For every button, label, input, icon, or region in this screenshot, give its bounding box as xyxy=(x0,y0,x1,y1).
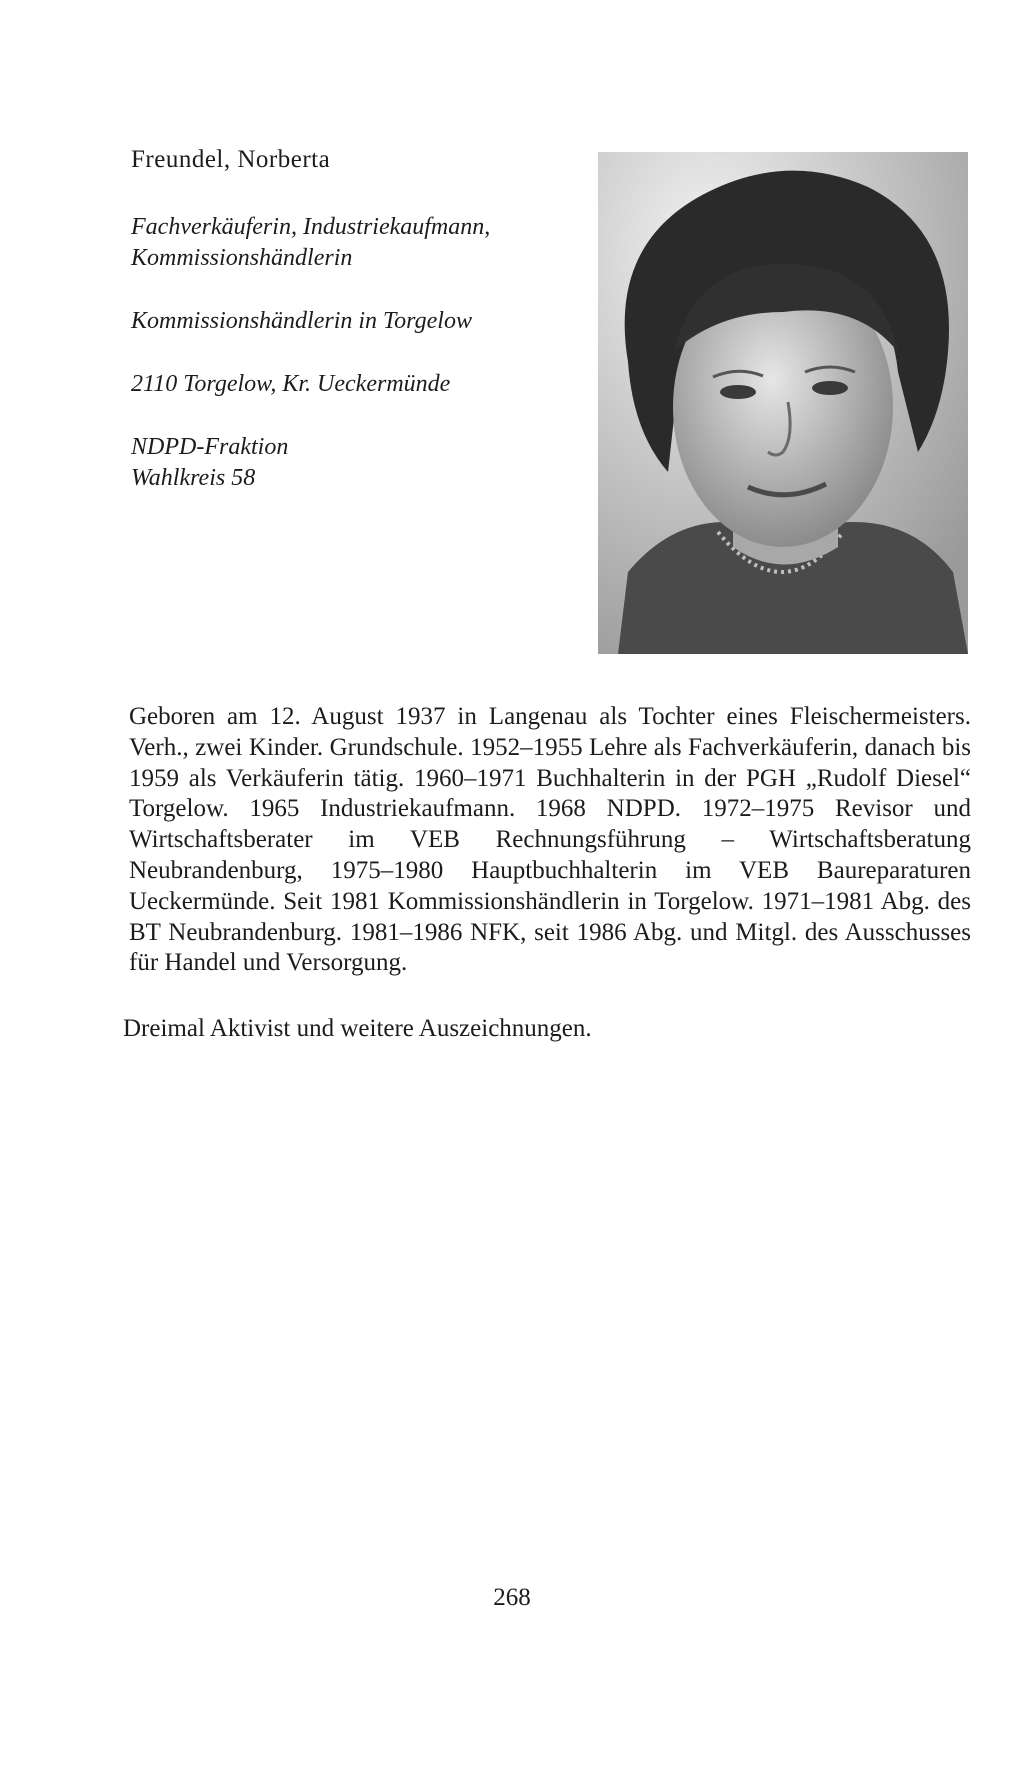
portrait-photo-icon xyxy=(598,152,968,654)
profession-line: Fachverkäuferin, Industriekaufmann, xyxy=(131,214,491,240)
current-position xyxy=(131,306,571,337)
profession-line: Kommissionshändlerin xyxy=(131,245,353,271)
address xyxy=(131,369,571,400)
party-info xyxy=(131,432,571,494)
electoral-district: Wahlkreis 58 xyxy=(131,465,256,491)
awards: Dreimal Aktivist und weitere Auszeichnungen. xyxy=(123,1015,592,1042)
page-number: 268 xyxy=(493,1584,531,1611)
entry-name: Freundel, Norberta xyxy=(131,146,331,173)
address-line: 2110 Torgelow, Kr. Ueckermünde xyxy=(131,371,451,397)
portrait-photo xyxy=(598,152,968,654)
party-faction: NDPD-Fraktion xyxy=(131,434,289,460)
position-line: Kommissionshändlerin in Torgelow xyxy=(131,308,472,334)
biography: Geboren am 12. August 1937 in Langenau als Tochter eines Fleischermeisters. Verh., zwei Kinder. Grundschule. 1952–1955 Lehre als Fachverkäuferin, danach bis 1959 als Verkäuferin tätig. 1960–1971 Buchhalterin in der PGH „Rudolf Diesel“ Torgelow. 1965 Industriekaufmann. 1968 NDPD. 1972–1975 Revisor und Wirtschaftsberater im VEB Rechnungsführung – Wirtschaftsberatung Neubrandenburg, 1975–1980 Hauptbuchhalterin im VEB Baureparaturen Ueckermünde. Seit 1981 Kommissionshändlerin in Torgelow. 1971–1981 Abg. des BT Neubrandenburg. 1981–1986 NFK, seit 1986 Abg. und Mitgl. des Ausschusses für Handel und Versorgung. xyxy=(129,703,971,977)
professions xyxy=(131,212,571,274)
